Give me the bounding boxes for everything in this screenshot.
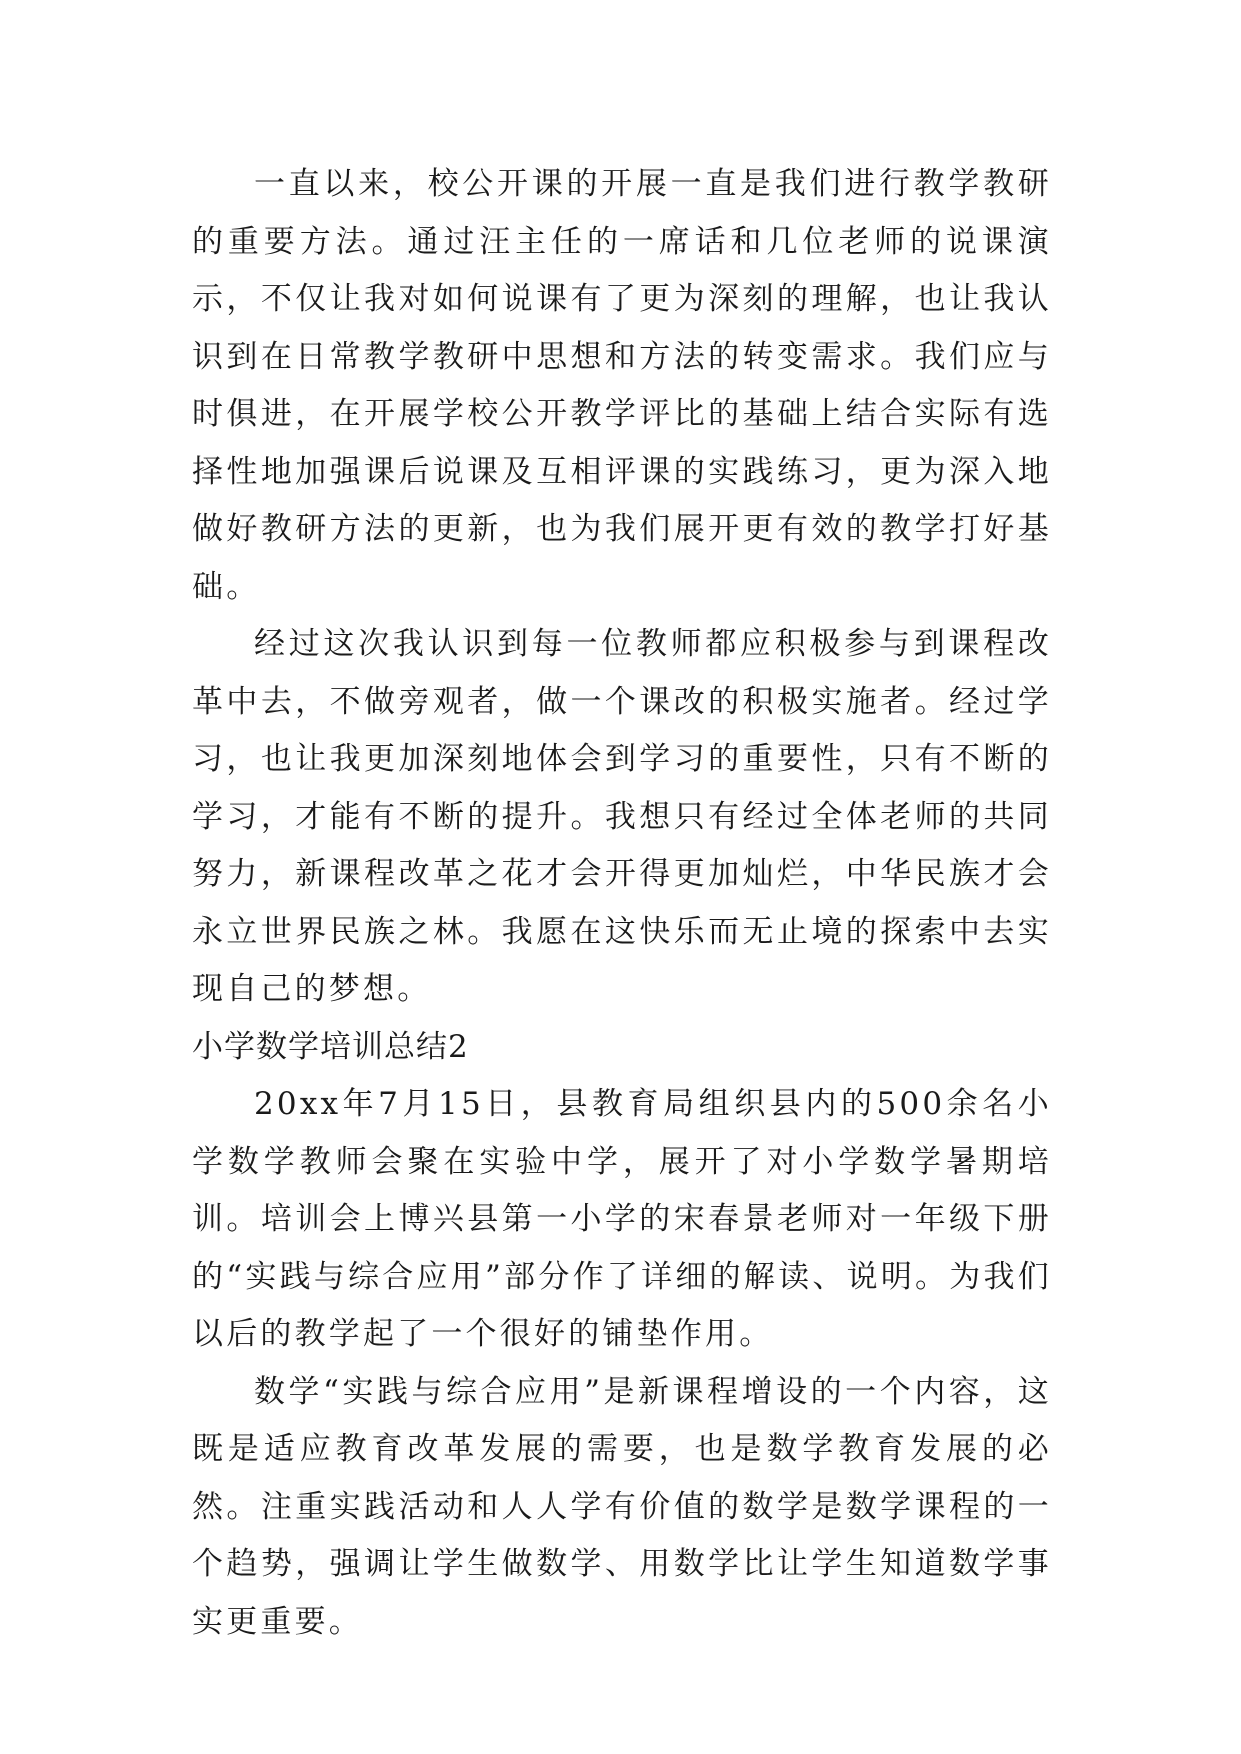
paragraph: 数学“实践与综合应用”是新课程增设的一个内容，这既是适应教育改革发展的需要，也是数学教育发展的必然。注重实践活动和人人学有价值的数学是数学课程的一个趋势，强调让学生做数学、用数学比让学生知道数学事实更重要。 <box>192 1373 1052 1640</box>
section-heading: 小学数学培训总结2 <box>192 1028 469 1065</box>
document-body <box>192 156 1052 1651</box>
paragraph: 一直以来，校公开课的开展一直是我们进行教学教研的重要方法。通过汪主任的一席话和几位老师的说课演示，不仅让我对如何说课有了更为深刻的理解，也让我认识到在日常教学教研中思想和方法的转变需求。我们应与时俱进，在开展学校公开教学评比的基础上结合实际有选择性地加强课后说课及互相评课的实践练习，更为深入地做好教研方法的更新，也为我们展开更有效的教学打好基础。 <box>192 166 1052 605</box>
paragraph: 20xx年7月15日，县教育局组织县内的500余名小学数学教师会聚在实验中学，展开了对小学数学暑期培训。培训会上博兴县第一小学的宋春景老师对一年级下册的“实践与综合应用”部分作了详细的解读、说明。为我们以后的教学起了一个很好的铺垫作用。 <box>192 1086 1052 1352</box>
paragraph: 经过这次我认识到每一位教师都应积极参与到课程改革中去，不做旁观者，做一个课改的积极实施者。经过学习，也让我更加深刻地体会到学习的重要性，只有不断的学习，才能有不断的提升。我想只有经过全体老师的共同努力，新课程改革之花才会开得更加灿烂，中华民族才会永立世界民族之林。我愿在这快乐而无止境的探索中去实现自己的梦想。 <box>192 626 1052 1007</box>
